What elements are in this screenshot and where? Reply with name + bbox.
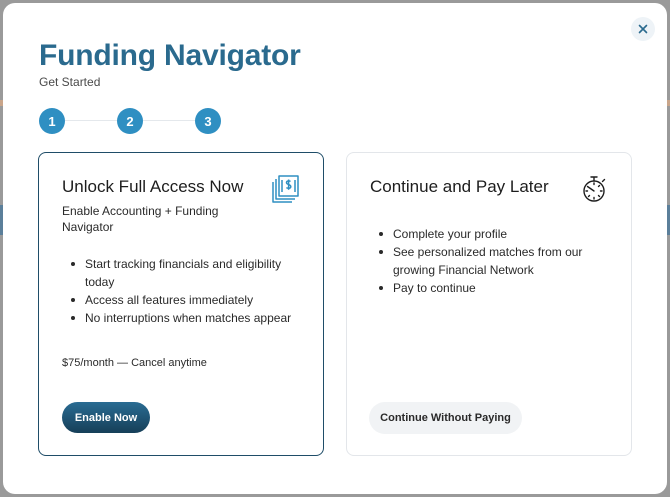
close-button[interactable] [631, 17, 655, 41]
feature-list [379, 225, 619, 297]
funding-navigator-modal [3, 3, 667, 494]
step-connector [143, 120, 195, 121]
list-item: Complete your profile [379, 225, 619, 243]
close-icon [638, 24, 648, 34]
continue-without-paying-button[interactable]: Continue Without Paying [369, 402, 522, 434]
step-1[interactable]: 1 [39, 108, 65, 134]
pay-later-card[interactable] [346, 152, 632, 456]
card-title: Unlock Full Access Now [62, 177, 244, 196]
card-title: Continue and Pay Later [370, 177, 549, 196]
price-label: $75/month — Cancel anytime [62, 357, 207, 369]
money-stack-icon [270, 172, 302, 204]
step-connector [65, 120, 117, 121]
stopwatch-icon [579, 173, 611, 205]
card-description: Enable Accounting + Funding Navigator [62, 204, 219, 234]
list-item: Access all features immediately [71, 291, 311, 309]
stepper [39, 108, 223, 134]
list-item: See personalized matches from our growing Financial Network [379, 243, 619, 279]
feature-list [71, 255, 311, 327]
list-item: Start tracking financials and eligibility today [71, 255, 311, 291]
step-3[interactable]: 3 [195, 108, 221, 134]
list-item: No interruptions when matches appear [71, 309, 311, 327]
full-access-card[interactable] [38, 152, 324, 456]
modal-subtitle: Get Started [39, 75, 101, 89]
enable-now-button[interactable]: Enable Now [62, 402, 150, 433]
step-2[interactable]: 2 [117, 108, 143, 134]
modal-title: Funding Navigator [39, 39, 301, 72]
list-item: Pay to continue [379, 279, 619, 297]
